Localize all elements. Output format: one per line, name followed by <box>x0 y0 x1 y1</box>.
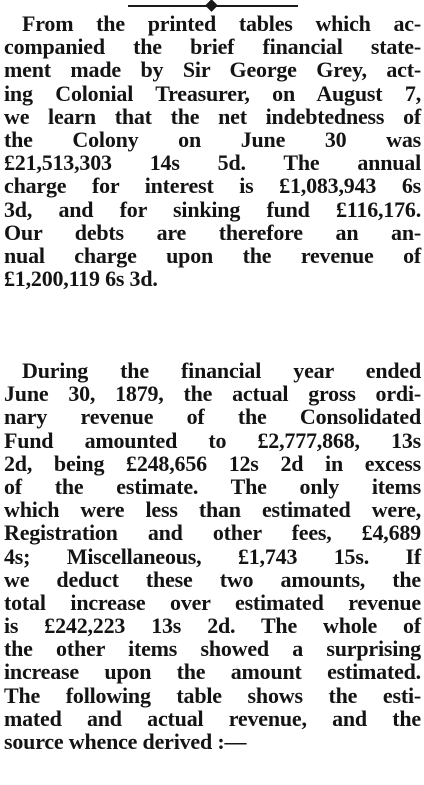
text-line: nary revenue of the Consolidated <box>4 404 421 430</box>
text-line: From the printed tables which ac- <box>22 11 421 36</box>
text-line: source whence derived :— <box>4 729 247 754</box>
text-line: £21,513,303 14s 5d. The annual <box>4 150 421 176</box>
text-line: increase upon the amount estimated. <box>4 659 421 685</box>
text-line: the Colony on June 30 was <box>4 126 421 152</box>
text-line: we learn that the net indebtedness of <box>4 103 421 129</box>
text-line: nual charge upon the revenue of <box>4 242 421 268</box>
text-line: ing Colonial Treasurer, on August 7, <box>4 80 421 106</box>
text-line: Our debts are therefore an an- <box>4 219 421 245</box>
text-line: The following table shows the esti- <box>4 682 421 708</box>
text-line: is £242,223 13s 2d. The whole of <box>4 613 421 639</box>
text-line: During the financial year ended <box>22 358 421 383</box>
text-line: 4s; Miscellaneous, £1,743 15s. If <box>4 543 421 569</box>
text-line: charge for interest is £1,083,943 6s <box>4 173 421 199</box>
text-line: which were less than estimated were, <box>4 497 421 523</box>
text-line: £1,200,119 6s 3d. <box>4 266 158 292</box>
text-line: total increase over estimated revenue <box>4 589 421 615</box>
text-line: the other items showed a surprising <box>4 636 421 662</box>
text-line: companied the brief financial state- <box>4 34 421 60</box>
text-line: ment made by Sir George Grey, act- <box>4 57 421 83</box>
text-line: we deduct these two amounts, the <box>4 566 421 592</box>
text-line: Registration and other fees, £4,689 <box>4 520 421 546</box>
text-line: 2d, being £248,656 12s 2d in excess <box>4 450 421 476</box>
text-line: 3d, and for sinking fund £116,176. <box>4 196 421 222</box>
paragraph-revenue <box>0 359 424 753</box>
text-line: mated and actual revenue, and the <box>4 705 421 731</box>
text-line: June 30, 1879, the actual gross ordi- <box>4 381 421 407</box>
text-line: of the estimate. The only items <box>4 473 421 499</box>
text-line: Fund amounted to £2,777,868, 13s <box>4 427 421 453</box>
paragraph-net-indebtedness <box>0 12 424 290</box>
